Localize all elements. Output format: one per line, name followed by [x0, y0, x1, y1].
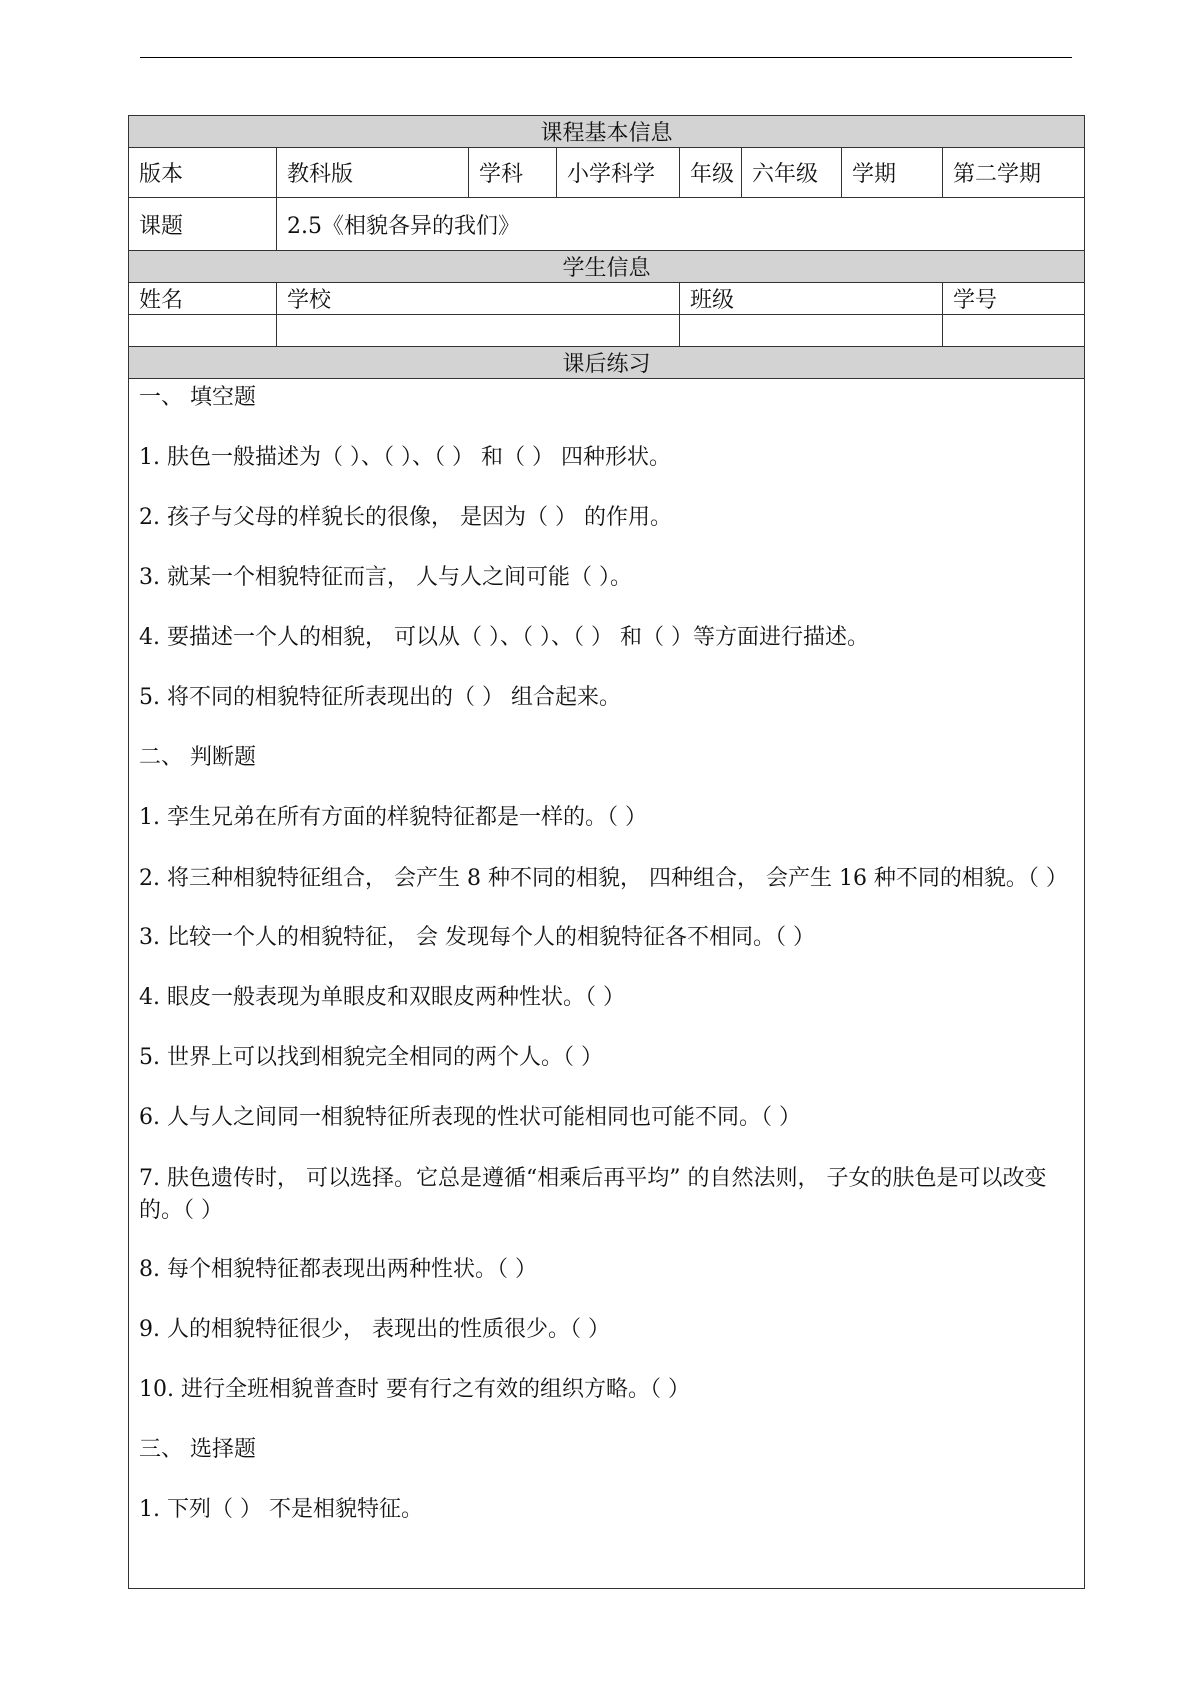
student-id-field[interactable] [943, 315, 1085, 347]
true-false-question: 2. 将三种相貌特征组合， 会产生 8 种不同的相貌， 四种组合， 会产生 16 种不同的相貌。（ ） [139, 866, 1068, 891]
grade-value: 六年级 [742, 148, 842, 198]
true-false-question: 1. 孪生兄弟在所有方面的样貌特征都是一样的。（ ） [139, 805, 647, 830]
term-label: 学期 [842, 148, 943, 198]
name-label: 姓名 [129, 283, 277, 315]
true-false-question: 9. 人的相貌特征很少， 表现出的性质很少。（ ） [139, 1317, 610, 1342]
subject-label: 学科 [469, 148, 557, 198]
worksheet-table [128, 115, 1085, 1589]
term-value: 第二学期 [943, 148, 1085, 198]
fill-blank-question: 5. 将不同的相貌特征所表现出的（ ） 组合起来。 [139, 685, 621, 710]
name-field[interactable] [129, 315, 277, 347]
grade-label: 年级 [680, 148, 742, 198]
topic-value: 2.5《相貌各异的我们》 [277, 198, 1085, 251]
exercises-header: 课后练习 [129, 347, 1085, 379]
student-id-label: 学号 [943, 283, 1085, 315]
edition-label: 版本 [129, 148, 277, 198]
fill-blank-question: 4. 要描述一个人的相貌， 可以从（ ）、（ ）、（ ） 和（ ）等方面进行描述。 [139, 625, 869, 650]
edition-value: 教科版 [277, 148, 469, 198]
fill-blank-question: 2. 孩子与父母的样貌长的很像， 是因为（ ） 的作用。 [139, 505, 672, 530]
class-field[interactable] [680, 315, 943, 347]
fill-blank-heading: 一、 填空题 [139, 385, 256, 410]
school-field[interactable] [277, 315, 680, 347]
multiple-choice-heading: 三、 选择题 [139, 1437, 256, 1462]
true-false-question: 8. 每个相貌特征都表现出两种性状。（ ） [139, 1257, 537, 1282]
true-false-question: 5. 世界上可以找到相貌完全相同的两个人。（ ） [139, 1045, 603, 1070]
true-false-question: 10. 进行全班相貌普查时 要有行之有效的组织方略。（ ） [139, 1377, 690, 1402]
subject-value: 小学科学 [557, 148, 680, 198]
exercises-body [129, 379, 1085, 1589]
true-false-question: 7. 肤色遗传时， 可以选择。它总是遵循“相乘后再平均” 的自然法则， 子女的肤色是可以改变的。（ ） [139, 1166, 1047, 1223]
true-false-question: 4. 眼皮一般表现为单眼皮和双眼皮两种性状。（ ） [139, 985, 625, 1010]
course-info-header: 课程基本信息 [129, 116, 1085, 148]
school-label: 学校 [277, 283, 680, 315]
topic-label: 课题 [129, 198, 277, 251]
class-label: 班级 [680, 283, 943, 315]
true-false-question: 3. 比较一个人的相貌特征， 会 发现每个人的相貌特征各不相同。（ ） [139, 925, 815, 950]
header-rule [140, 57, 1072, 58]
fill-blank-question: 3. 就某一个相貌特征而言， 人与人之间可能（ ）。 [139, 565, 632, 590]
true-false-heading: 二、 判断题 [139, 745, 256, 770]
fill-blank-question: 1. 肤色一般描述为（ ）、（ ）、（ ） 和（ ） 四种形状。 [139, 445, 671, 470]
student-info-header: 学生信息 [129, 251, 1085, 283]
multiple-choice-question: 1. 下列（ ） 不是相貌特征。 [139, 1497, 423, 1522]
true-false-question: 6. 人与人之间同一相貌特征所表现的性状可能相同也可能不同。（ ） [139, 1105, 801, 1130]
